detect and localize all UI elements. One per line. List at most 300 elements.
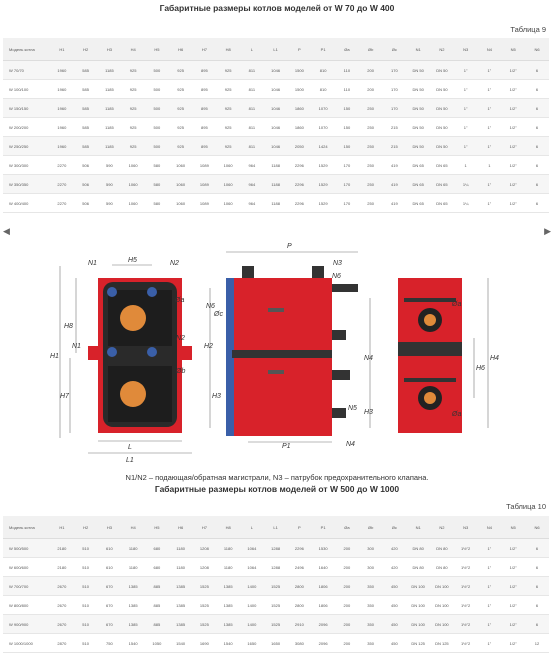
svg-text:N1: N1 — [88, 260, 97, 267]
table-cell: 1/2" — [501, 80, 525, 99]
table-cell: 1060 — [169, 175, 193, 194]
column-header: Модель котла — [3, 38, 50, 61]
table-cell: 925 — [216, 137, 240, 156]
table-cell: 1180 — [169, 558, 193, 577]
table-cell: 1" — [478, 634, 502, 653]
svg-text:H2: H2 — [204, 343, 213, 350]
column-header: Øc — [383, 38, 407, 61]
table-cell: 510 — [74, 596, 98, 615]
table-cell: 585 — [74, 61, 98, 80]
table-cell: 811 — [240, 137, 264, 156]
table-cell: 585 — [74, 80, 98, 99]
table-cell: 1385 — [216, 577, 240, 596]
table-cell: 1529 — [311, 175, 335, 194]
table-cell: 925 — [169, 61, 193, 80]
table-header-row — [3, 38, 549, 61]
table-row — [3, 194, 549, 213]
table-cell: 1" — [454, 137, 478, 156]
table-cell: 510 — [74, 634, 98, 653]
column-header: N2 — [430, 38, 454, 61]
column-header: N5 — [501, 38, 525, 61]
table-cell: 1424 — [311, 137, 335, 156]
table-cell: 1385 — [169, 596, 193, 615]
column-header: N3 — [454, 38, 478, 61]
svg-text:Øa: Øa — [452, 411, 462, 418]
table-cell: 1650 — [240, 634, 264, 653]
table-cell: 895 — [193, 80, 217, 99]
table-cell: 750 — [98, 634, 122, 653]
table-cell: 1540 — [216, 634, 240, 653]
table-cell: 250 — [359, 156, 383, 175]
column-header: N6 — [525, 516, 549, 539]
table-cell: DN 100 — [430, 615, 454, 634]
table-cell: 1385 — [216, 596, 240, 615]
table-cell: 2270 — [50, 175, 74, 194]
table-cell: DN 50 — [430, 118, 454, 137]
table-cell: 580 — [145, 175, 169, 194]
table-cell: 1½"2 — [454, 596, 478, 615]
table-cell: 150 — [335, 137, 359, 156]
table-cell: DN 80 — [406, 558, 430, 577]
column-header: H5 — [145, 516, 169, 539]
bottom-title: Габаритные размеры котлов моделей от W 500 до W 1000 — [154, 484, 400, 494]
table-cell: 610 — [98, 558, 122, 577]
table-cell: 1288 — [264, 558, 288, 577]
table-cell: 3080 — [288, 634, 312, 653]
table-row — [3, 615, 549, 634]
table-cell: 885 — [145, 596, 169, 615]
table-cell: 1/2" — [501, 175, 525, 194]
table-cell: 811 — [240, 61, 264, 80]
table-cell: 250 — [359, 175, 383, 194]
table-cell: 885 — [145, 615, 169, 634]
column-header: L — [240, 38, 264, 61]
table-cell: 1" — [478, 596, 502, 615]
table-cell: 215 — [383, 137, 407, 156]
table-cell: W 1000/1000 — [3, 634, 50, 653]
table-cell: 1185 — [98, 137, 122, 156]
column-header: N5 — [501, 516, 525, 539]
table-cell: 6 — [525, 99, 549, 118]
table-cell: 1185 — [98, 118, 122, 137]
svg-text:H8: H8 — [64, 323, 73, 330]
table-cell: 170 — [335, 156, 359, 175]
column-header: N6 — [525, 38, 549, 61]
table-cell: 1060 — [169, 156, 193, 175]
table-cell: 1185 — [98, 80, 122, 99]
table-cell: 1060 — [216, 175, 240, 194]
table-cell: 2180 — [50, 539, 74, 558]
table-cell: 1860 — [288, 99, 312, 118]
table-cell: 1" — [478, 137, 502, 156]
table-cell: 811 — [240, 80, 264, 99]
front-view — [50, 257, 192, 464]
column-header: L1 — [264, 38, 288, 61]
svg-text:H3: H3 — [364, 409, 373, 416]
svg-text:H7: H7 — [60, 393, 69, 400]
column-header: Øb — [359, 38, 383, 61]
table-cell: 1¼ — [454, 194, 478, 213]
table-row — [3, 175, 549, 194]
table-cell: 2800 — [288, 596, 312, 615]
table-cell: 1060 — [216, 156, 240, 175]
column-header: H5 — [145, 38, 169, 61]
table-cell: 200 — [359, 80, 383, 99]
column-header: H4 — [121, 516, 145, 539]
table-cell: 2050 — [288, 137, 312, 156]
column-header: H2 — [74, 516, 98, 539]
column-header: H6 — [169, 38, 193, 61]
table-10-label: Таблица 10 — [506, 502, 546, 511]
table-cell: 1/2" — [501, 61, 525, 80]
table-cell: 2800 — [288, 577, 312, 596]
table-cell: 420 — [383, 558, 407, 577]
table-header-row — [3, 516, 549, 539]
column-header: H7 — [193, 38, 217, 61]
column-header: N1 — [406, 516, 430, 539]
table-cell: DN 125 — [406, 634, 430, 653]
table-cell: 895 — [193, 99, 217, 118]
table-cell: 200 — [335, 615, 359, 634]
table-cell: 2270 — [50, 156, 74, 175]
table-cell: 350 — [359, 634, 383, 653]
table-cell: DN 65 — [406, 175, 430, 194]
table-cell: 1385 — [121, 577, 145, 596]
table-cell: 1089 — [193, 175, 217, 194]
table-cell: 6 — [525, 577, 549, 596]
column-header: Модель котла — [3, 516, 50, 539]
table-cell: 1½"2 — [454, 615, 478, 634]
column-header: P — [288, 516, 312, 539]
column-header: N4 — [478, 38, 502, 61]
table-cell: 6 — [525, 137, 549, 156]
svg-text:N6: N6 — [332, 273, 341, 280]
table-cell: 1385 — [216, 615, 240, 634]
svg-text:H3: H3 — [212, 393, 221, 400]
table-cell: 6 — [525, 175, 549, 194]
rear-view — [398, 278, 499, 433]
table-cell: DN 65 — [406, 156, 430, 175]
table-cell: 170 — [383, 99, 407, 118]
table-cell: 1806 — [311, 577, 335, 596]
table-cell: DN 65 — [430, 194, 454, 213]
table-cell: 1180 — [216, 558, 240, 577]
table-cell: 250 — [359, 118, 383, 137]
table-cell: 1/2" — [501, 615, 525, 634]
table-cell: 1530 — [311, 539, 335, 558]
table-cell: 1050 — [145, 634, 169, 653]
table-cell: 350 — [359, 615, 383, 634]
legend-caption: N1/N2 – подающая/обратная магистрали, N3 – патрубок предохранительного клапана. — [125, 473, 429, 482]
table-cell: 925 — [169, 99, 193, 118]
table-cell: 1" — [478, 99, 502, 118]
table-cell: 1400 — [240, 596, 264, 615]
table-cell: 1064 — [240, 558, 264, 577]
table-cell: 1640 — [311, 558, 335, 577]
table-row — [3, 577, 549, 596]
table-cell: 170 — [383, 80, 407, 99]
column-header: L — [240, 516, 264, 539]
column-header: Øb — [359, 516, 383, 539]
table-cell: 500 — [145, 80, 169, 99]
table-cell: 1525 — [264, 577, 288, 596]
scroll-left-arrow-icon[interactable]: ◀ — [3, 226, 10, 236]
table-cell: 1" — [454, 61, 478, 80]
table-cell: 506 — [74, 194, 98, 213]
table-cell: 925 — [121, 61, 145, 80]
table-cell: 1" — [478, 118, 502, 137]
svg-text:L: L — [128, 444, 132, 451]
table-cell: 419 — [383, 156, 407, 175]
table-cell: 1806 — [311, 596, 335, 615]
column-header: N2 — [430, 516, 454, 539]
table-cell: 1060 — [121, 156, 145, 175]
table-cell: 2296 — [288, 539, 312, 558]
column-header: Øa — [335, 38, 359, 61]
table-cell: 590 — [98, 175, 122, 194]
table-cell: 1860 — [288, 118, 312, 137]
table-cell: 300 — [359, 558, 383, 577]
table-cell: DN 80 — [406, 539, 430, 558]
column-header: H7 — [193, 516, 217, 539]
table-cell: 6 — [525, 539, 549, 558]
table-cell: W 70/70 — [3, 61, 50, 80]
table-cell: W 900/900 — [3, 615, 50, 634]
table-cell: 419 — [383, 194, 407, 213]
table-cell: 150 — [335, 118, 359, 137]
table-cell: 450 — [383, 634, 407, 653]
table-cell: DN 65 — [430, 175, 454, 194]
table-row — [3, 539, 549, 558]
table-row — [3, 634, 549, 653]
svg-text:N4: N4 — [364, 355, 373, 362]
table-cell: W 500/500 — [3, 539, 50, 558]
table-cell: 1" — [478, 539, 502, 558]
svg-text:N6: N6 — [206, 303, 215, 310]
table-cell: 1180 — [169, 539, 193, 558]
table-cell: 6 — [525, 61, 549, 80]
table-cell: 925 — [169, 118, 193, 137]
column-header: N3 — [454, 516, 478, 539]
boiler-dimension-drawing — [0, 238, 554, 468]
table-cell: 170 — [383, 61, 407, 80]
table-cell: 1070 — [311, 99, 335, 118]
side-view — [204, 243, 373, 450]
table-cell: 510 — [74, 558, 98, 577]
table-cell: 1208 — [193, 539, 217, 558]
table-cell: 1385 — [169, 577, 193, 596]
svg-text:N4: N4 — [346, 441, 355, 448]
table-cell: W 250/250 — [3, 137, 50, 156]
table-cell: DN 50 — [406, 99, 430, 118]
svg-text:H6: H6 — [476, 365, 485, 372]
table-cell: DN 50 — [406, 137, 430, 156]
table-cell: 1960 — [50, 61, 74, 80]
table-cell: 1180 — [121, 539, 145, 558]
table-cell: 580 — [145, 156, 169, 175]
table-cell: 6 — [525, 80, 549, 99]
svg-text:P: P — [287, 243, 292, 250]
table-cell: 1960 — [50, 99, 74, 118]
table-cell: 500 — [145, 137, 169, 156]
table-cell: 1046 — [264, 118, 288, 137]
table-cell: 964 — [240, 194, 264, 213]
table-cell: 1/2" — [501, 634, 525, 653]
table-cell: 680 — [145, 558, 169, 577]
column-header: H3 — [98, 516, 122, 539]
table-cell: 1" — [478, 577, 502, 596]
table-cell: 1 — [478, 156, 502, 175]
table-cell: 419 — [383, 175, 407, 194]
scroll-right-arrow-icon[interactable]: ▶ — [544, 226, 551, 236]
table-cell: 1/2" — [501, 156, 525, 175]
table-cell: 1" — [478, 175, 502, 194]
table-cell: DN 50 — [406, 61, 430, 80]
table-cell: DN 50 — [430, 137, 454, 156]
table-cell: 1046 — [264, 80, 288, 99]
column-header: H1 — [50, 516, 74, 539]
table-cell: 1/2" — [501, 137, 525, 156]
table-cell: W 300/300 — [3, 156, 50, 175]
table-cell: 590 — [98, 156, 122, 175]
table-cell: 1" — [478, 194, 502, 213]
table-row — [3, 99, 549, 118]
table-cell: 506 — [74, 175, 98, 194]
table-cell: 1060 — [169, 194, 193, 213]
table-cell: 500 — [145, 118, 169, 137]
table-cell: 1046 — [264, 61, 288, 80]
dimensions-table-10 — [3, 516, 549, 653]
svg-text:L1: L1 — [126, 457, 134, 464]
table-cell: 1" — [454, 118, 478, 137]
table-cell: 1" — [454, 80, 478, 99]
table-cell: 925 — [169, 80, 193, 99]
table-cell: 1046 — [264, 137, 288, 156]
table-cell: 1/2" — [501, 558, 525, 577]
svg-text:H1: H1 — [50, 353, 59, 360]
table-cell: 1540 — [121, 634, 145, 653]
table-cell: 1525 — [264, 615, 288, 634]
table-cell: 450 — [383, 596, 407, 615]
table-cell: 811 — [240, 118, 264, 137]
table-cell: 1960 — [50, 80, 74, 99]
table-cell: 585 — [74, 137, 98, 156]
table-cell: 170 — [335, 175, 359, 194]
table-cell: 925 — [169, 137, 193, 156]
svg-text:N3: N3 — [333, 260, 342, 267]
table-cell: 1½"2 — [454, 634, 478, 653]
table-cell: W 350/350 — [3, 175, 50, 194]
column-header: H3 — [98, 38, 122, 61]
column-header: P — [288, 38, 312, 61]
table-row — [3, 156, 549, 175]
table-cell: 585 — [74, 118, 98, 137]
table-cell: 1060 — [121, 175, 145, 194]
table-cell: 1385 — [121, 615, 145, 634]
table-cell: 1089 — [193, 156, 217, 175]
table-cell: 110 — [335, 61, 359, 80]
table-cell: 200 — [335, 577, 359, 596]
table-cell: 895 — [193, 118, 217, 137]
table-cell: 1½"2 — [454, 577, 478, 596]
column-header: H8 — [216, 38, 240, 61]
table-cell: 1180 — [216, 539, 240, 558]
table-cell: DN 50 — [430, 99, 454, 118]
table-cell: 1525 — [264, 596, 288, 615]
top-title: Габаритные размеры котлов моделей от W 70 до W 400 — [159, 3, 395, 13]
table-cell: 6 — [525, 596, 549, 615]
table-cell: 670 — [98, 577, 122, 596]
table-cell: DN 100 — [406, 615, 430, 634]
table-cell: 506 — [74, 156, 98, 175]
svg-text:P1: P1 — [282, 443, 291, 450]
table-cell: 500 — [145, 61, 169, 80]
table-cell: 200 — [359, 61, 383, 80]
table-cell: 350 — [359, 596, 383, 615]
table-cell: 1188 — [264, 194, 288, 213]
table-cell: W 600/600 — [3, 558, 50, 577]
table-cell: 2910 — [288, 615, 312, 634]
table-row — [3, 596, 549, 615]
table-row — [3, 61, 549, 80]
column-header: Øa — [335, 516, 359, 539]
table-cell: 670 — [98, 596, 122, 615]
table-cell: 1525 — [193, 577, 217, 596]
table-cell: 1064 — [240, 539, 264, 558]
table-cell: 925 — [216, 80, 240, 99]
column-header: H1 — [50, 38, 74, 61]
table-cell: 585 — [74, 99, 98, 118]
table-cell: 350 — [359, 577, 383, 596]
svg-text:H5: H5 — [128, 257, 137, 264]
table-cell: W 200/200 — [3, 118, 50, 137]
table-cell: 1385 — [169, 615, 193, 634]
table-cell: W 150/150 — [3, 99, 50, 118]
column-header: L1 — [264, 516, 288, 539]
table-cell: 510 — [74, 539, 98, 558]
table-cell: 885 — [145, 577, 169, 596]
table-cell: 1180 — [121, 558, 145, 577]
table-cell: 6 — [525, 558, 549, 577]
table-cell: 1960 — [50, 137, 74, 156]
column-header: H8 — [216, 516, 240, 539]
table-cell: 1¼ — [454, 175, 478, 194]
table-cell: 1188 — [264, 175, 288, 194]
table-cell: 1060 — [121, 194, 145, 213]
table-row — [3, 558, 549, 577]
table-cell: DN 100 — [406, 577, 430, 596]
table-cell: 1½"2 — [454, 539, 478, 558]
table-cell: 1/2" — [501, 99, 525, 118]
table-cell: DN 50 — [406, 80, 430, 99]
svg-text:Øb: Øb — [176, 368, 186, 375]
table-cell: W 800/800 — [3, 596, 50, 615]
table-cell: 1" — [478, 61, 502, 80]
dimensions-table-9 — [3, 38, 549, 213]
table-cell: 2180 — [50, 558, 74, 577]
table-cell: 1" — [454, 99, 478, 118]
table-cell: 2296 — [288, 175, 312, 194]
table-cell: 1650 — [264, 634, 288, 653]
svg-text:H4: H4 — [490, 355, 499, 362]
table-cell: 250 — [359, 194, 383, 213]
table-cell: 964 — [240, 156, 264, 175]
table-cell: 1690 — [193, 634, 217, 653]
table-cell: 1060 — [216, 194, 240, 213]
table-cell: 2670 — [50, 577, 74, 596]
table-cell: 200 — [335, 539, 359, 558]
table-cell: 2670 — [50, 615, 74, 634]
